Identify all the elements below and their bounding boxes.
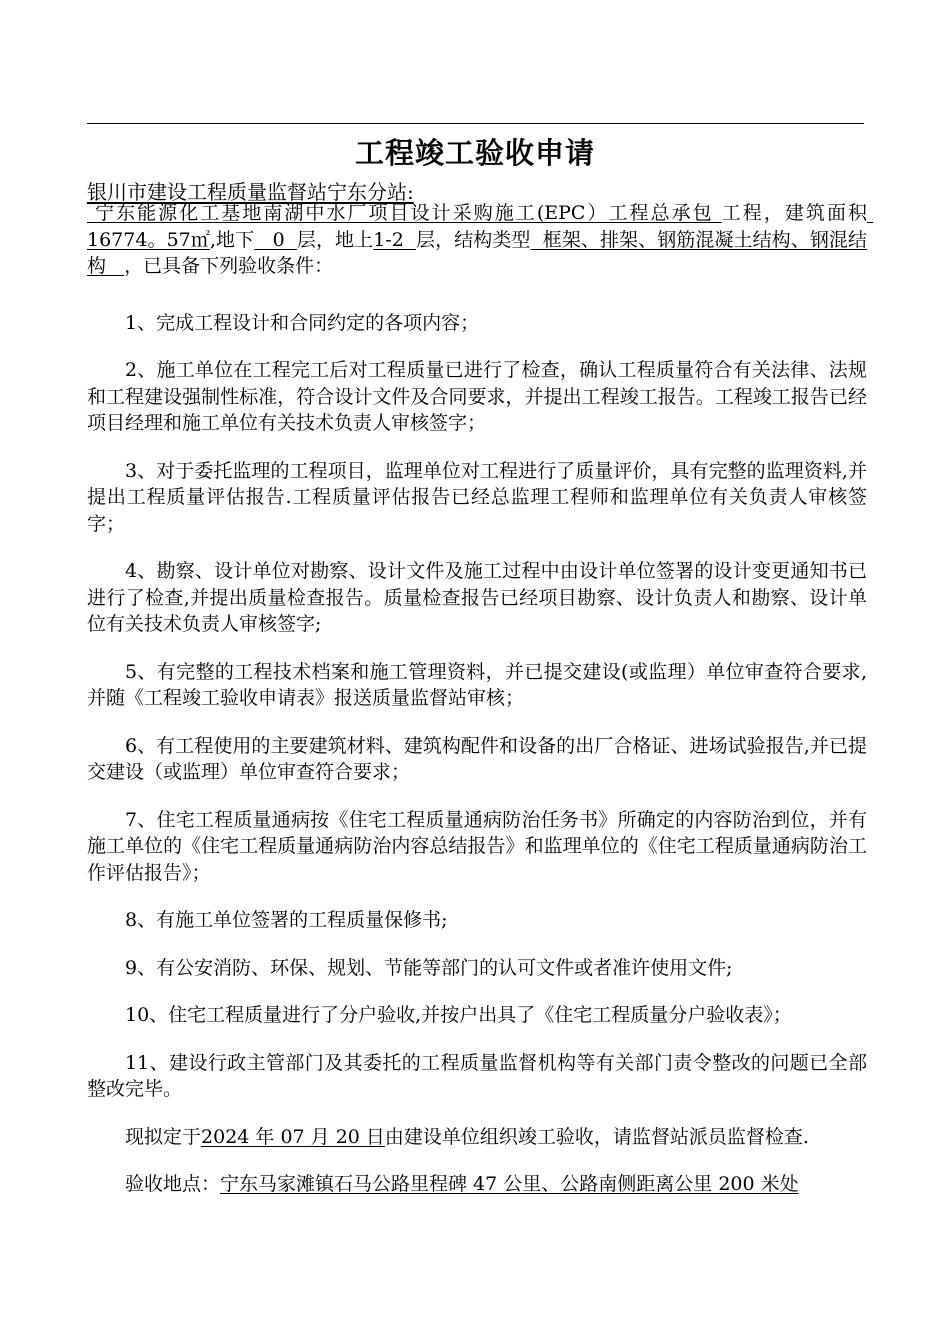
intro-text-3: 层，地上 xyxy=(296,228,374,251)
header-rule xyxy=(87,123,864,124)
structure-type: 框架、排架、钢筋混凝土结构、钢混结构 xyxy=(87,228,867,277)
intro-text-1: 工程，建筑面积 xyxy=(721,202,867,224)
document-title: 工程竣工验收申请 xyxy=(354,136,595,170)
above-ground-floors: 1-2 xyxy=(373,228,417,251)
acceptance-date: 2024 年 07 月 20 日 xyxy=(201,1125,385,1148)
condition-item-1: 1、完成工程设计和合同约定的各项内容； xyxy=(125,311,480,334)
intro-text-5: ，已具备下列验收条件： xyxy=(124,255,334,277)
condition-item-3: 3、对于委托监理的工程项目，监理单位对工程进行了质量评价，具有完整的监理资料,并提出工程质量评估报告.工程质量评估报告已经总监理工程师和监理单位有关负责人审核签字； xyxy=(87,459,867,535)
project-name: 宁东能源化工基地南湖中水厂项目设计采购施工(EPC）工程总承包 xyxy=(87,202,722,224)
condition-item-2: 2、施工单位在工程完工后对工程质量已进行了检查，确认工程质量符合有关法律、法规和工程建设强制性标准，符合设计文件及合同要求，并提出工程竣工报告。工程竣工报告已经项目经理和施工单位有关技术负责人审核签字； xyxy=(87,359,867,434)
planned-date-paragraph xyxy=(87,1124,867,1151)
addressee: 银川市建设工程质量监督站宁东分站: xyxy=(87,180,414,204)
plan-prefix: 现拟定于 xyxy=(125,1125,202,1148)
condition-item-4: 4、勘察、设计单位对勘察、设计文件及施工过程中由设计单位签署的设计变更通知书已进行了检查,并提出质量检查报告。质量检查报告已经项目勘察、设计负责人和勘察、设计单位有关技术负责人审核签字; xyxy=(87,560,867,635)
condition-item-6: 6、有工程使用的主要建筑材料、建筑构配件和设备的出厂合格证、进场试验报告,并已提交建设（或监理）单位审查符合要求； xyxy=(87,734,867,783)
building-area: 16774。57㎡ xyxy=(87,202,874,251)
acceptance-location: 宁东马家滩镇石马公路里程碑 47 公里、公路南侧距离公里 200 米处 xyxy=(220,1173,799,1195)
underground-floors: 0 xyxy=(254,228,297,251)
intro-text-4: 层，结构类型 xyxy=(416,228,531,251)
intro-paragraph xyxy=(87,200,874,280)
condition-item-11: 11、建设行政主管部门及其委托的工程质量监督机构等有关部门责令整改的问题已全部整改完毕。 xyxy=(87,1051,867,1100)
condition-item-8: 8、有施工单位签署的工程质量保修书; xyxy=(125,909,448,931)
condition-item-10: 10、住宅工程质量进行了分户验收,并按户出具了《住宅工程质量分户验收表》； xyxy=(125,1004,792,1026)
plan-suffix: 由建设单位组织竣工验收，请监督站派员监督检查. xyxy=(384,1125,809,1148)
location-paragraph xyxy=(87,1171,867,1198)
document-body xyxy=(87,200,874,1198)
condition-item-7: 7、住宅工程质量通病按《住宅工程质量通病防治任务书》所确定的内容防治到位，并有施工单位的《住宅工程质量通病防治内容总结报告》和监理单位的《住宅工程质量通病防治工作评估报告》； xyxy=(87,808,867,884)
location-label: 验收地点： xyxy=(125,1173,221,1195)
condition-item-5: 5、有完整的工程技术档案和施工管理资料，并已提交建设(或监理）单位审查符合要求,并随《工程竣工验收申请表》报送质量监督站审核； xyxy=(87,660,867,709)
condition-item-9: 9、有公安消防、环保、规划、节能等部门的认可文件或者准许使用文件; xyxy=(125,956,733,979)
intro-text-2: ,地下 xyxy=(209,228,255,251)
